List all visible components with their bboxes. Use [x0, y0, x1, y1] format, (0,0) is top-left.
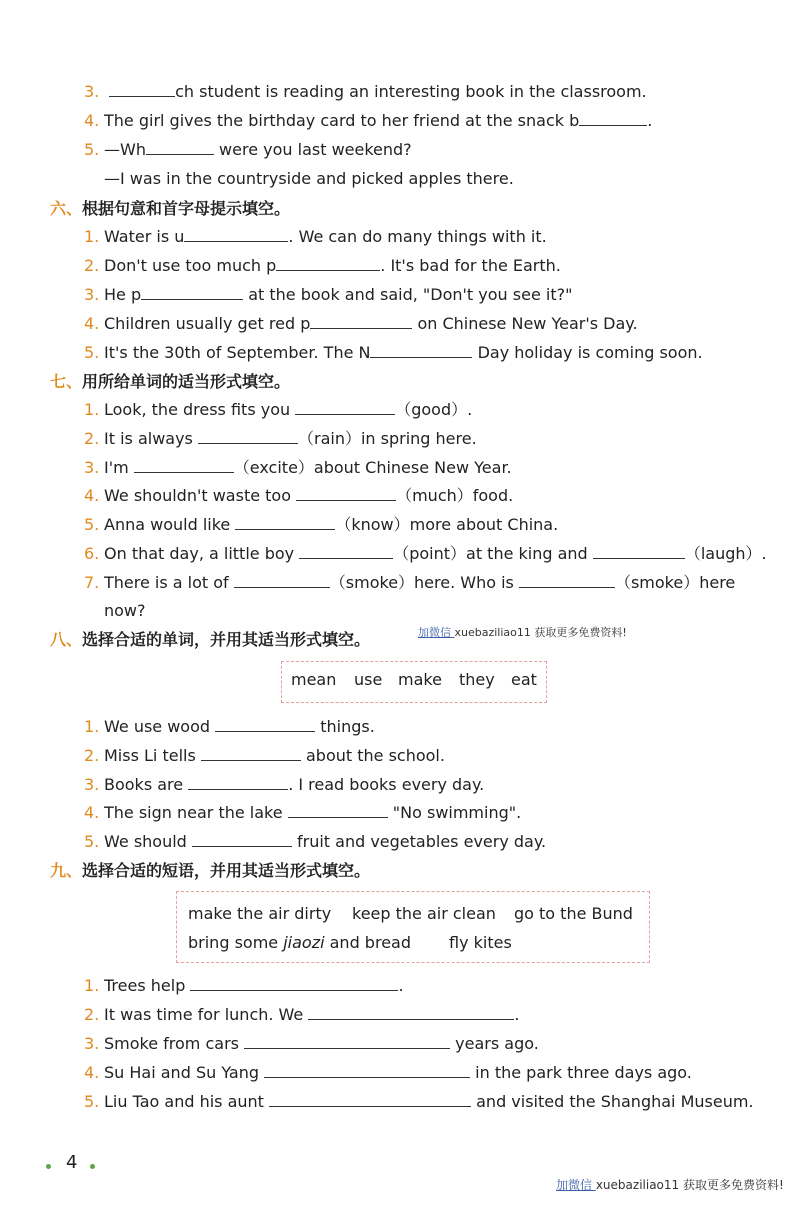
word-bank-word: mean: [291, 670, 337, 689]
item-number: 2.: [84, 746, 100, 765]
item-text-after: . We can do many things with it.: [288, 227, 547, 246]
item-7-6: [84, 543, 767, 565]
item-text-after: in the park three days ago.: [470, 1063, 692, 1082]
item-text-after: （much）food.: [396, 486, 514, 505]
item-text-after: things.: [315, 717, 375, 736]
item-text-after: .: [514, 1005, 520, 1024]
item-number: 4.: [84, 111, 100, 130]
watermark-text: xuebaziliao11 获取更多免费资料!: [595, 1178, 784, 1192]
item-number: 1.: [84, 227, 100, 246]
item-text: —I was in the countryside and picked apples there.: [104, 169, 514, 188]
answer-blank[interactable]: [308, 1005, 514, 1020]
item-text-before: Look, the dress fits you: [104, 400, 296, 419]
phrase-bank-item: [188, 933, 411, 952]
item-text-after: on Chinese New Year's Day.: [412, 314, 638, 333]
answer-blank[interactable]: [184, 227, 288, 242]
item-text-after: ch student is reading an interesting book in the classroom.: [175, 82, 647, 101]
word-bank-word: use: [354, 670, 383, 689]
item-text-middle: （smoke）here. Who is: [329, 573, 519, 592]
item-number: 7.: [84, 573, 100, 592]
item-text-after: at the book and said, "Don't you see it?": [243, 285, 573, 304]
item-number: 2.: [84, 429, 100, 448]
answer-blank[interactable]: [370, 343, 472, 358]
item-text-before: We shouldn't waste too: [104, 486, 297, 505]
item-6-4: [84, 313, 638, 335]
item-7-1: [84, 399, 472, 421]
phrase-bank-item: make the air dirty: [188, 904, 332, 923]
item-7-7: [84, 572, 735, 594]
item-number: 1.: [84, 400, 100, 419]
answer-blank[interactable]: [299, 544, 393, 559]
decorative-dot-icon: [90, 1164, 95, 1169]
item-text-after: fruit and vegetables every day.: [291, 832, 547, 851]
answer-blank[interactable]: [579, 111, 647, 126]
item-number: 4.: [84, 1063, 100, 1082]
item-9-4: [84, 1062, 692, 1084]
item-5-3: [84, 81, 647, 103]
item-text-before: Liu Tao and his aunt: [104, 1092, 270, 1111]
answer-blank[interactable]: [244, 1034, 450, 1049]
item-7-2: [84, 428, 477, 450]
item-7-7-continued: [104, 600, 146, 622]
answer-blank[interactable]: [276, 256, 380, 271]
item-9-1: [84, 975, 404, 997]
answer-blank[interactable]: [201, 746, 301, 761]
answer-blank[interactable]: [288, 803, 388, 818]
section-title: 根据句意和首字母提示填空。: [82, 199, 291, 218]
section-8-heading: [50, 629, 370, 651]
section-title: 选择合适的单词，并用其适当形式填空。: [82, 630, 371, 649]
word-bank-word: they: [459, 670, 495, 689]
item-text-after: （excite）about Chinese New Year.: [233, 458, 512, 477]
item-9-3: [84, 1033, 539, 1055]
item-5-5-answer: [104, 168, 514, 190]
item-9-5: [84, 1091, 754, 1113]
item-text-after: .: [647, 111, 653, 130]
item-number: 5.: [84, 343, 100, 362]
item-text-before: Trees help: [104, 976, 191, 995]
item-8-3: [84, 774, 484, 796]
item-8-1: [84, 716, 375, 738]
word-bank-box: [281, 661, 547, 703]
section-title: 选择合适的短语，并用其适当形式填空。: [82, 861, 371, 880]
phrase-bank-item: fly kites: [449, 933, 512, 952]
item-text-before: We should: [104, 832, 192, 851]
answer-blank[interactable]: [234, 573, 330, 588]
item-text-before: There is a lot of: [104, 573, 234, 592]
phrase-text: and bread: [324, 933, 411, 952]
item-7-5: [84, 514, 558, 536]
item-text-before: It is always: [104, 429, 198, 448]
section-title: 用所给单词的适当形式填空。: [82, 372, 291, 391]
page-number: 4: [66, 1152, 78, 1173]
item-number: 2.: [84, 256, 100, 275]
phrase-bank-item: go to the Bund: [514, 904, 633, 923]
item-text-before: Children usually get red p: [104, 314, 311, 333]
item-text-before: Su Hai and Su Yang: [104, 1063, 265, 1082]
item-text: now?: [104, 601, 146, 620]
item-text-after: （rain）in spring here.: [297, 429, 477, 448]
item-number: 6.: [84, 544, 100, 563]
item-text-before: It was time for lunch. We: [104, 1005, 309, 1024]
item-8-5: [84, 831, 546, 853]
item-text-before: On that day, a little boy: [104, 544, 300, 563]
section-9-heading: [50, 860, 370, 882]
item-number: 5.: [84, 1092, 100, 1111]
phrase-italic-word: jiaozi: [283, 933, 325, 952]
item-text-before: The sign near the lake: [104, 803, 288, 822]
item-6-1: [84, 226, 547, 248]
answer-blank[interactable]: [295, 400, 395, 415]
item-text-before: Water is u: [104, 227, 185, 246]
item-number: 1.: [84, 717, 100, 736]
item-number: 5.: [84, 140, 100, 159]
section-7-heading: [50, 371, 290, 393]
item-number: 3.: [84, 458, 100, 477]
item-text-after: and visited the Shanghai Museum.: [471, 1092, 754, 1111]
item-text-before: It's the 30th of September. The N: [104, 343, 371, 362]
section-number: 八、: [50, 630, 83, 649]
item-7-4: [84, 485, 513, 507]
answer-blank[interactable]: [190, 976, 398, 991]
answer-blank[interactable]: [519, 573, 615, 588]
item-text-after: . It's bad for the Earth.: [380, 256, 561, 275]
item-text-before: He p: [104, 285, 142, 304]
item-6-3: [84, 284, 572, 306]
item-number: 4.: [84, 486, 100, 505]
answer-blank[interactable]: [109, 82, 175, 97]
item-number: 3.: [84, 775, 100, 794]
word-bank-word: eat: [511, 670, 537, 689]
section-6-heading: [50, 198, 290, 220]
section-number: 六、: [50, 199, 83, 218]
answer-blank[interactable]: [188, 775, 288, 790]
answer-blank[interactable]: [198, 429, 298, 444]
item-text-after: （smoke）here: [614, 573, 736, 592]
item-number: 5.: [84, 832, 100, 851]
answer-blank[interactable]: [235, 515, 335, 530]
item-number: 4.: [84, 314, 100, 333]
item-number: 3.: [84, 1034, 100, 1053]
answer-blank[interactable]: [215, 717, 315, 732]
item-8-4: [84, 802, 521, 824]
watermark-link[interactable]: 加微信: [556, 1178, 596, 1192]
item-text-before: Books are: [104, 775, 189, 794]
item-text-after: Day holiday is coming soon.: [472, 343, 703, 362]
answer-blank[interactable]: [141, 285, 243, 300]
item-number: 2.: [84, 1005, 100, 1024]
item-text-after: "No swimming".: [387, 803, 522, 822]
item-6-2: [84, 255, 561, 277]
item-text-after: .: [398, 976, 404, 995]
item-text-after: （good）.: [395, 400, 473, 419]
item-text-after: （know）more about China.: [335, 515, 559, 534]
phrase-bank-box: [176, 891, 650, 963]
item-9-2: [84, 1004, 519, 1026]
item-text-before: Miss Li tells: [104, 746, 201, 765]
item-text-after: （laugh）.: [684, 544, 767, 563]
item-text-after: were you last weekend?: [213, 140, 412, 159]
watermark-text: xuebaziliao11 获取更多免费资料!: [454, 626, 627, 639]
item-text-after: years ago.: [450, 1034, 539, 1053]
word-bank-word: make: [398, 670, 442, 689]
item-number: 1.: [84, 976, 100, 995]
item-text-after: about the school.: [300, 746, 445, 765]
item-7-3: [84, 457, 512, 479]
decorative-dot-icon: [46, 1164, 51, 1169]
item-text-before: Anna would like: [104, 515, 236, 534]
section-number: 七、: [50, 372, 83, 391]
answer-blank[interactable]: [310, 314, 412, 329]
answer-blank[interactable]: [269, 1092, 471, 1107]
item-5-5: [84, 139, 412, 161]
item-6-5: [84, 342, 703, 364]
item-text-before: I'm: [104, 458, 134, 477]
item-text-before: Smoke from cars: [104, 1034, 245, 1053]
item-number: 4.: [84, 803, 100, 822]
answer-blank[interactable]: [593, 544, 685, 559]
watermark-top: [418, 624, 627, 640]
watermark-bottom: [556, 1176, 784, 1193]
item-text-before: Don't use too much p: [104, 256, 277, 275]
answer-blank[interactable]: [192, 832, 292, 847]
answer-blank[interactable]: [296, 486, 396, 501]
item-8-2: [84, 745, 445, 767]
item-number: 3.: [84, 285, 100, 304]
answer-blank[interactable]: [134, 458, 234, 473]
item-text-after: . I read books every day.: [288, 775, 485, 794]
section-number: 九、: [50, 861, 83, 880]
item-text-middle: （point）at the king and: [393, 544, 593, 563]
item-text-before: —Wh: [104, 140, 146, 159]
item-number: 3.: [84, 82, 100, 101]
watermark-link[interactable]: 加微信: [418, 626, 455, 639]
phrase-text: bring some: [188, 933, 284, 952]
item-number: 5.: [84, 515, 100, 534]
phrase-bank-item: keep the air clean: [352, 904, 496, 923]
item-5-4: [84, 110, 652, 132]
answer-blank[interactable]: [264, 1063, 470, 1078]
answer-blank[interactable]: [146, 140, 214, 155]
item-text-before: The girl gives the birthday card to her friend at the snack b: [104, 111, 580, 130]
item-text-before: We use wood: [104, 717, 216, 736]
